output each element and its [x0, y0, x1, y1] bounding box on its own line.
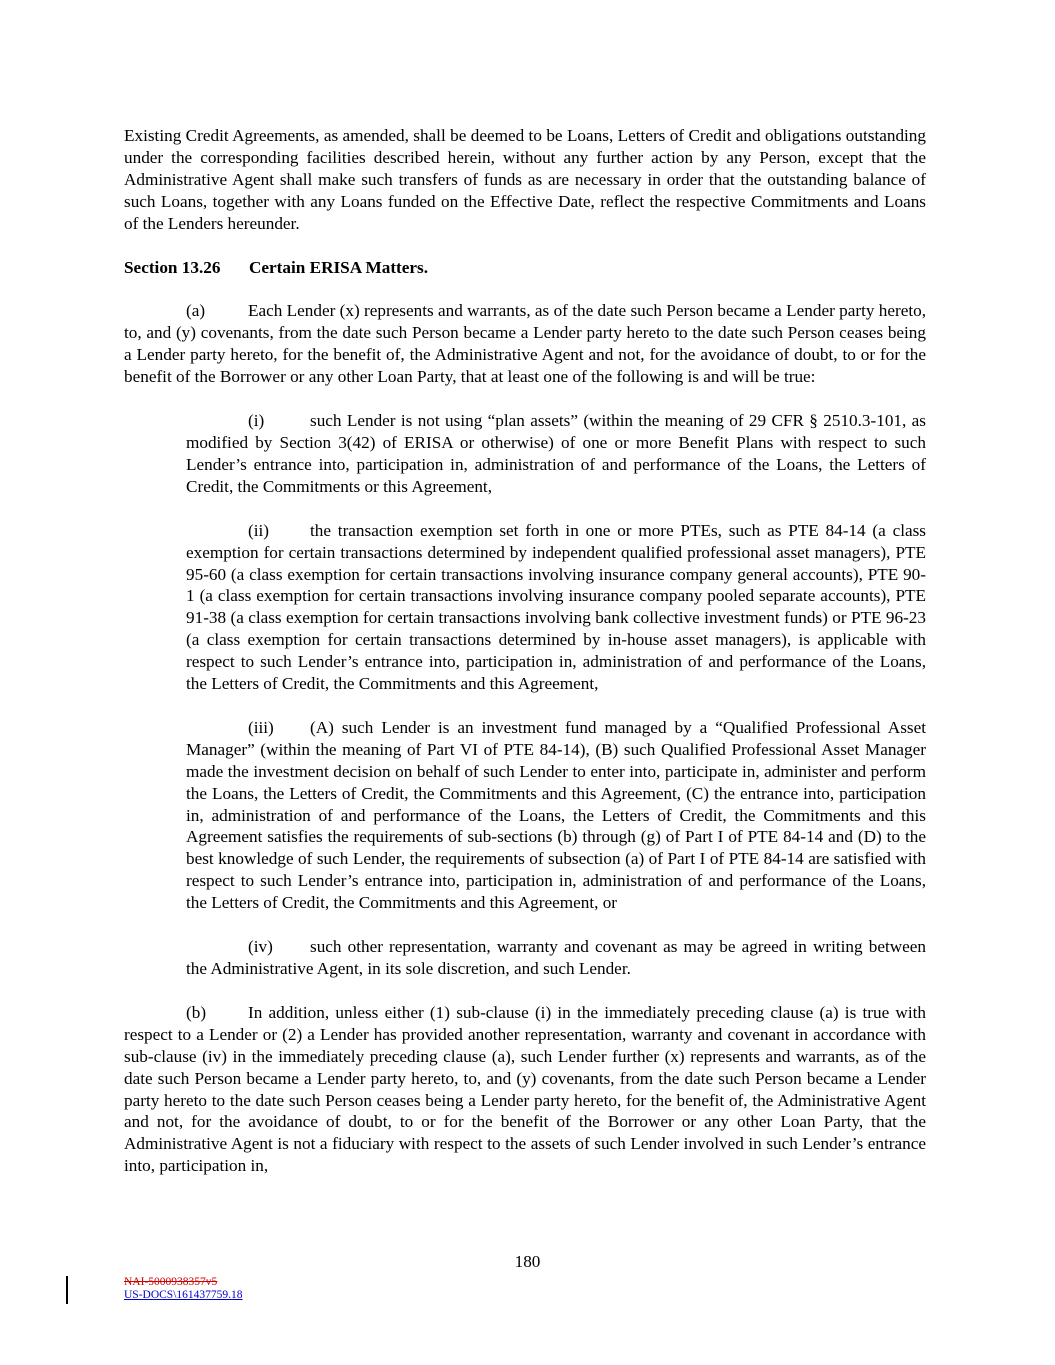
deleted-doc-id: NAI-5000938357v5: [124, 1276, 218, 1288]
document-body: [124, 125, 926, 1177]
clause-b-label: (b): [186, 1002, 207, 1022]
footer-doc-ids: [124, 1276, 243, 1302]
subclause-label: (iii): [248, 717, 274, 737]
section-number: Section 13.26: [124, 257, 221, 277]
page-number: 180: [514, 1252, 541, 1271]
clause-a: [124, 300, 926, 388]
clause-b-text: In addition, unless either (1) sub-clause (i) in the immediately preceding clause (a) is true with respect to a Lender or (2) a Lender has provided another representation, warranty and covenant in accordance with sub-clause (iv) in the immediately preceding clause (a), such Lender further (x) represents and warrants, as of the date such Person became a Lender party hereto, to, and (y) covenants, from the date such Person became a Lender party hereto to the date such Person ceases being a Lender party hereto, for the benefit of, the Administrative Agent and not, for the avoidance of doubt, to or for the benefit of the Borrower or any other Loan Party, that the Administrative Agent is not a fiduciary with respect to the assets of such Lender involved in such Lender’s entrance into, participation in,: [124, 1002, 926, 1176]
subclause-label: (i): [248, 411, 265, 431]
subclause-label: (ii): [248, 520, 269, 540]
section-title: Certain ERISA Matters.: [249, 257, 429, 277]
clause-b: [124, 1002, 926, 1177]
subclause-text: such Lender is not using “plan assets” (within the meaning of 29 CFR § 2510.3-101, as modified by Section 3(42) of ERISA or otherwise) of one or more Benefit Plans with respect to such Lender’s entrance into, participation in, administration of and performance of the Loans, the Letters of Credit, the Commitments or this Agreement,: [186, 411, 926, 496]
subclause-text: the transaction exemption set forth in one or more PTEs, such as PTE 84-14 (a class exemption for certain transactions determined by independent qualified professional asset managers), PTE 95-60 (a class exemption for certain transactions involving insurance company general accounts), PTE 90-1 (a class exemption for certain transactions involving insurance company pooled separate accounts), PTE 91-38 (a class exemption for certain transactions involving bank collective investment funds) or PTE 96-23 (a class exemption for certain transactions determined by in-house asset managers), is applicable with respect to such Lender’s entrance into, participation in, administration of and performance of the Loans, the Letters of Credit, the Commitments and this Agreement,: [186, 520, 926, 694]
intro-paragraph: Existing Credit Agreements, as amended, shall be deemed to be Loans, Letters of Credit and obligations outstanding under the corresponding facilities described herein, without any further action by any Person, except that the Administrative Agent shall make such transfers of funds as are necessary in order that the outstanding balance of such Loans, together with any Loans funded on the Effective Date, reflect the respective Commitments and Loans of the Lenders hereunder.: [124, 126, 926, 233]
inserted-doc-id: US-DOCS\161437759.18: [124, 1289, 243, 1301]
section-heading: [124, 257, 926, 279]
subclause-i: [186, 410, 926, 498]
clause-a-label: (a): [186, 301, 206, 321]
subclause-iv: [186, 936, 926, 980]
subclause-label: (iv): [248, 937, 273, 957]
subclause-ii: [186, 520, 926, 695]
clause-a-text: Each Lender (x) represents and warrants, as of the date such Person became a Lender party hereto, to, and (y) covenants, from the date such Person became a Lender party hereto to the date such Person ceases being a Lender party hereto, for the benefit of, the Administrative Agent and not, for the avoidance of doubt, to or for the benefit of the Borrower or any other Loan Party, that at least one of the following is and will be true:: [124, 301, 926, 387]
subclause-text: such other representation, warranty and covenant as may be agreed in writing between the Administrative Agent, in its sole discretion, and such Lender.: [186, 937, 926, 978]
subclause-text: (A) such Lender is an investment fund managed by a “Qualified Professional Asset Manager” (within the meaning of Part VI of PTE 84-14), (B) such Qualified Professional Asset Manager made the investment decision on behalf of such Lender to enter into, participate in, administer and perform the Loans, the Letters of Credit, the Commitments and this Agreement, (C) the entrance into, participation in, administration of and performance of the Loans, the Letters of Credit, the Commitments and this Agreement satisfies the requirements of sub-sections (b) through (g) of Part I of PTE 84-14 and (D) to the best knowledge of such Lender, the requirements of subsection (a) of Part I of PTE 84-14 are satisfied with respect to such Lender’s entrance into, participation in, administration of and performance of the Loans, the Letters of Credit, the Commitments and this Agreement, or: [186, 717, 926, 913]
subclause-iii: [186, 717, 926, 914]
change-bar: [66, 1276, 68, 1304]
